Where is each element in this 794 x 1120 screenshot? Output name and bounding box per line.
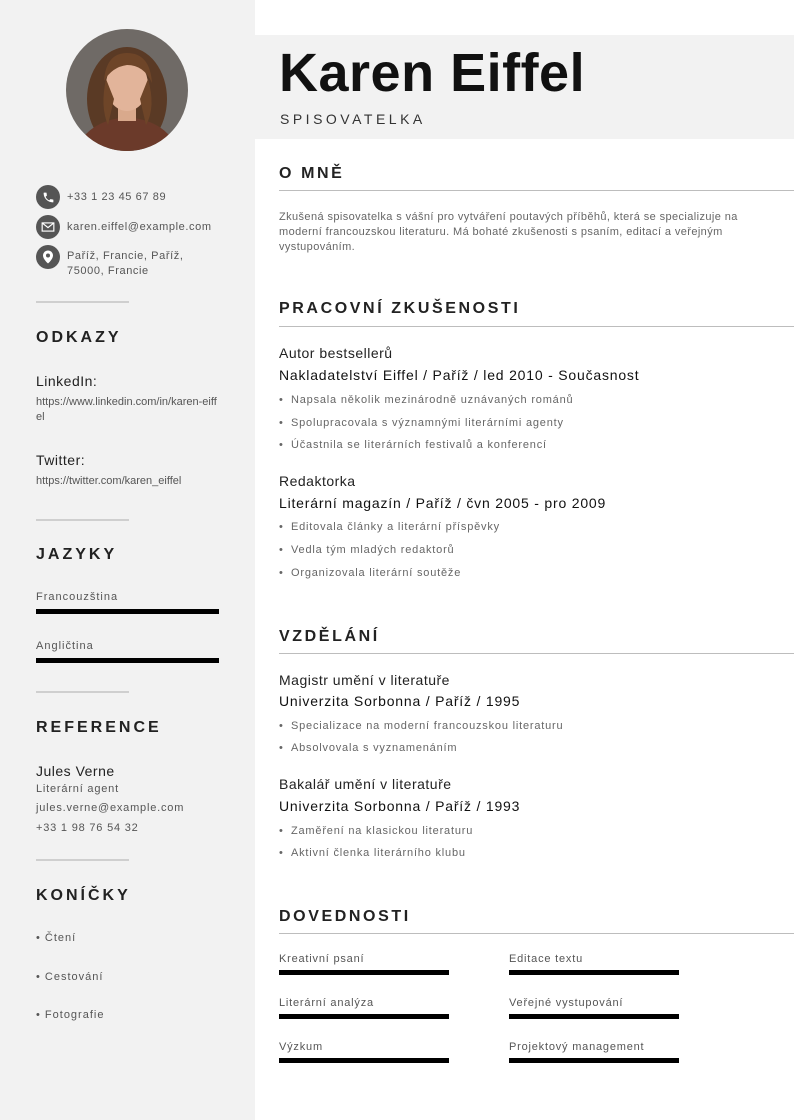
language-level-bar: [36, 609, 219, 614]
address-line-2: 75000, Francie: [67, 265, 149, 277]
divider: [36, 519, 129, 521]
skill-name: Výzkum: [279, 1041, 323, 1053]
skill-level-bar: [279, 970, 449, 975]
education-heading: VZDĚLÁNÍ: [279, 628, 380, 645]
experience-heading: PRACOVNÍ ZKUŠENOSTI: [279, 300, 521, 317]
hobby-item: • Fotografie: [36, 1009, 105, 1021]
bullet-text: Účastnila se literárních festivalů a konferencí: [291, 439, 547, 451]
linkedin-label: LinkedIn:: [36, 373, 98, 389]
location-pin-icon: [36, 245, 60, 269]
hobby-label: Fotografie: [44, 1009, 105, 1021]
language-name: Francouzština: [36, 591, 119, 603]
bullet-text: Vedla tým mladých redaktorů: [291, 544, 455, 556]
reference-email[interactable]: jules.verne@example.com: [36, 802, 185, 814]
language-name: Angličtina: [36, 640, 94, 652]
degree-bullet: • Aktivní členka literárního klubu: [279, 847, 466, 859]
bullet-text: Aktivní členka literárního klubu: [291, 847, 466, 859]
job-bullet: • Spolupracovala s významnými literárními agenty: [279, 417, 564, 429]
job-bullet: • Editovala články a literární příspěvky: [279, 521, 500, 533]
job-bullet: • Napsala několik mezinárodně uznávaných románů: [279, 394, 574, 406]
degree-bullet: • Absolvovala s vyznamenáním: [279, 742, 458, 754]
skill-name: Kreativní psaní: [279, 953, 365, 965]
degree-bullet: • Specializace na moderní francouzskou literaturu: [279, 720, 564, 732]
divider: [36, 691, 129, 693]
job-title: SPISOVATELKA: [280, 111, 426, 127]
skill-level-bar: [279, 1014, 449, 1019]
section-rule: [279, 653, 794, 654]
mail-icon: [36, 215, 60, 239]
about-heading: O MNĚ: [279, 165, 345, 182]
address-line-1: Paříž, Francie, Paříž,: [67, 250, 184, 262]
section-rule: [279, 933, 794, 934]
linkedin-link[interactable]: https://www.linkedin.com/in/karen-eiffel: [36, 396, 217, 423]
skill-level-bar: [509, 1014, 679, 1019]
skill-level-bar: [509, 1058, 679, 1063]
job-title-entry: Autor bestsellerů: [279, 345, 393, 361]
degree-details: Univerzita Sorbonna / Paříž / 1993: [279, 798, 521, 814]
job-details: Literární magazín / Paříž / čvn 2005 - pro 2009: [279, 495, 607, 511]
links-heading: ODKAZY: [36, 329, 122, 346]
person-name: Karen Eiffel: [279, 43, 586, 103]
twitter-label: Twitter:: [36, 452, 86, 468]
job-title-entry: Redaktorka: [279, 473, 356, 489]
hobby-item: • Cestování: [36, 971, 104, 983]
reference-role: Literární agent: [36, 783, 119, 795]
degree-title: Magistr umění v literatuře: [279, 672, 450, 688]
languages-heading: JAZYKY: [36, 546, 118, 563]
email-text[interactable]: karen.eiffel@example.com: [67, 221, 212, 233]
hobby-label: Cestování: [44, 971, 104, 983]
avatar: [66, 29, 188, 151]
contact-address: [36, 245, 184, 279]
bullet-text: Editovala články a literární příspěvky: [291, 521, 500, 533]
skill-level-bar: [509, 970, 679, 975]
phone-icon: [36, 185, 60, 209]
section-rule: [279, 190, 794, 191]
degree-details: Univerzita Sorbonna / Paříž / 1995: [279, 693, 521, 709]
twitter-link[interactable]: https://twitter.com/karen_eiffel: [36, 475, 182, 487]
skill-name: Literární analýza: [279, 997, 374, 1009]
skill-name: Editace textu: [509, 953, 583, 965]
bullet-text: Specializace na moderní francouzskou literaturu: [291, 720, 564, 732]
hobby-label: Čtení: [44, 932, 77, 944]
about-text: Zkušená spisovatelka s vášní pro vytváření poutavých příběhů, která se specializuje na moderní francouzskou literaturu. Má bohaté zkušenosti s psaním, editací a veřejným vystupováním.: [279, 211, 738, 253]
job-bullet: • Účastnila se literárních festivalů a konferencí: [279, 439, 547, 451]
bullet-text: Napsala několik mezinárodně uznávaných románů: [291, 394, 574, 406]
degree-bullet: • Zaměření na klasickou literaturu: [279, 825, 474, 837]
degree-title: Bakalář umění v literatuře: [279, 776, 452, 792]
job-details: Nakladatelství Eiffel / Paříž / led 2010 - Současnost: [279, 367, 640, 383]
reference-phone: +33 1 98 76 54 32: [36, 822, 139, 834]
job-bullet: • Organizovala literární soutěže: [279, 567, 462, 579]
skill-name: Projektový management: [509, 1041, 645, 1053]
hobby-item: • Čtení: [36, 932, 77, 944]
contact-phone: [36, 185, 166, 209]
bullet-text: Organizovala literární soutěže: [291, 567, 462, 579]
skill-name: Veřejné vystupování: [509, 997, 624, 1009]
hobbies-heading: KONÍČKY: [36, 887, 131, 904]
contact-email: [36, 215, 212, 239]
address-text: [67, 249, 184, 279]
bullet-text: Spolupracovala s významnými literárními agenty: [291, 417, 564, 429]
job-bullet: • Vedla tým mladých redaktorů: [279, 544, 455, 556]
reference-name: Jules Verne: [36, 763, 115, 779]
phone-text: +33 1 23 45 67 89: [67, 191, 167, 203]
bullet-text: Zaměření na klasickou literaturu: [291, 825, 474, 837]
reference-heading: REFERENCE: [36, 719, 162, 736]
divider: [36, 301, 129, 303]
language-level-bar: [36, 658, 219, 663]
skill-level-bar: [279, 1058, 449, 1063]
skills-heading: DOVEDNOSTI: [279, 908, 411, 925]
bullet-text: Absolvovala s vyznamenáním: [291, 742, 458, 754]
profile-photo: [66, 29, 188, 151]
section-rule: [279, 326, 794, 327]
divider: [36, 859, 129, 861]
